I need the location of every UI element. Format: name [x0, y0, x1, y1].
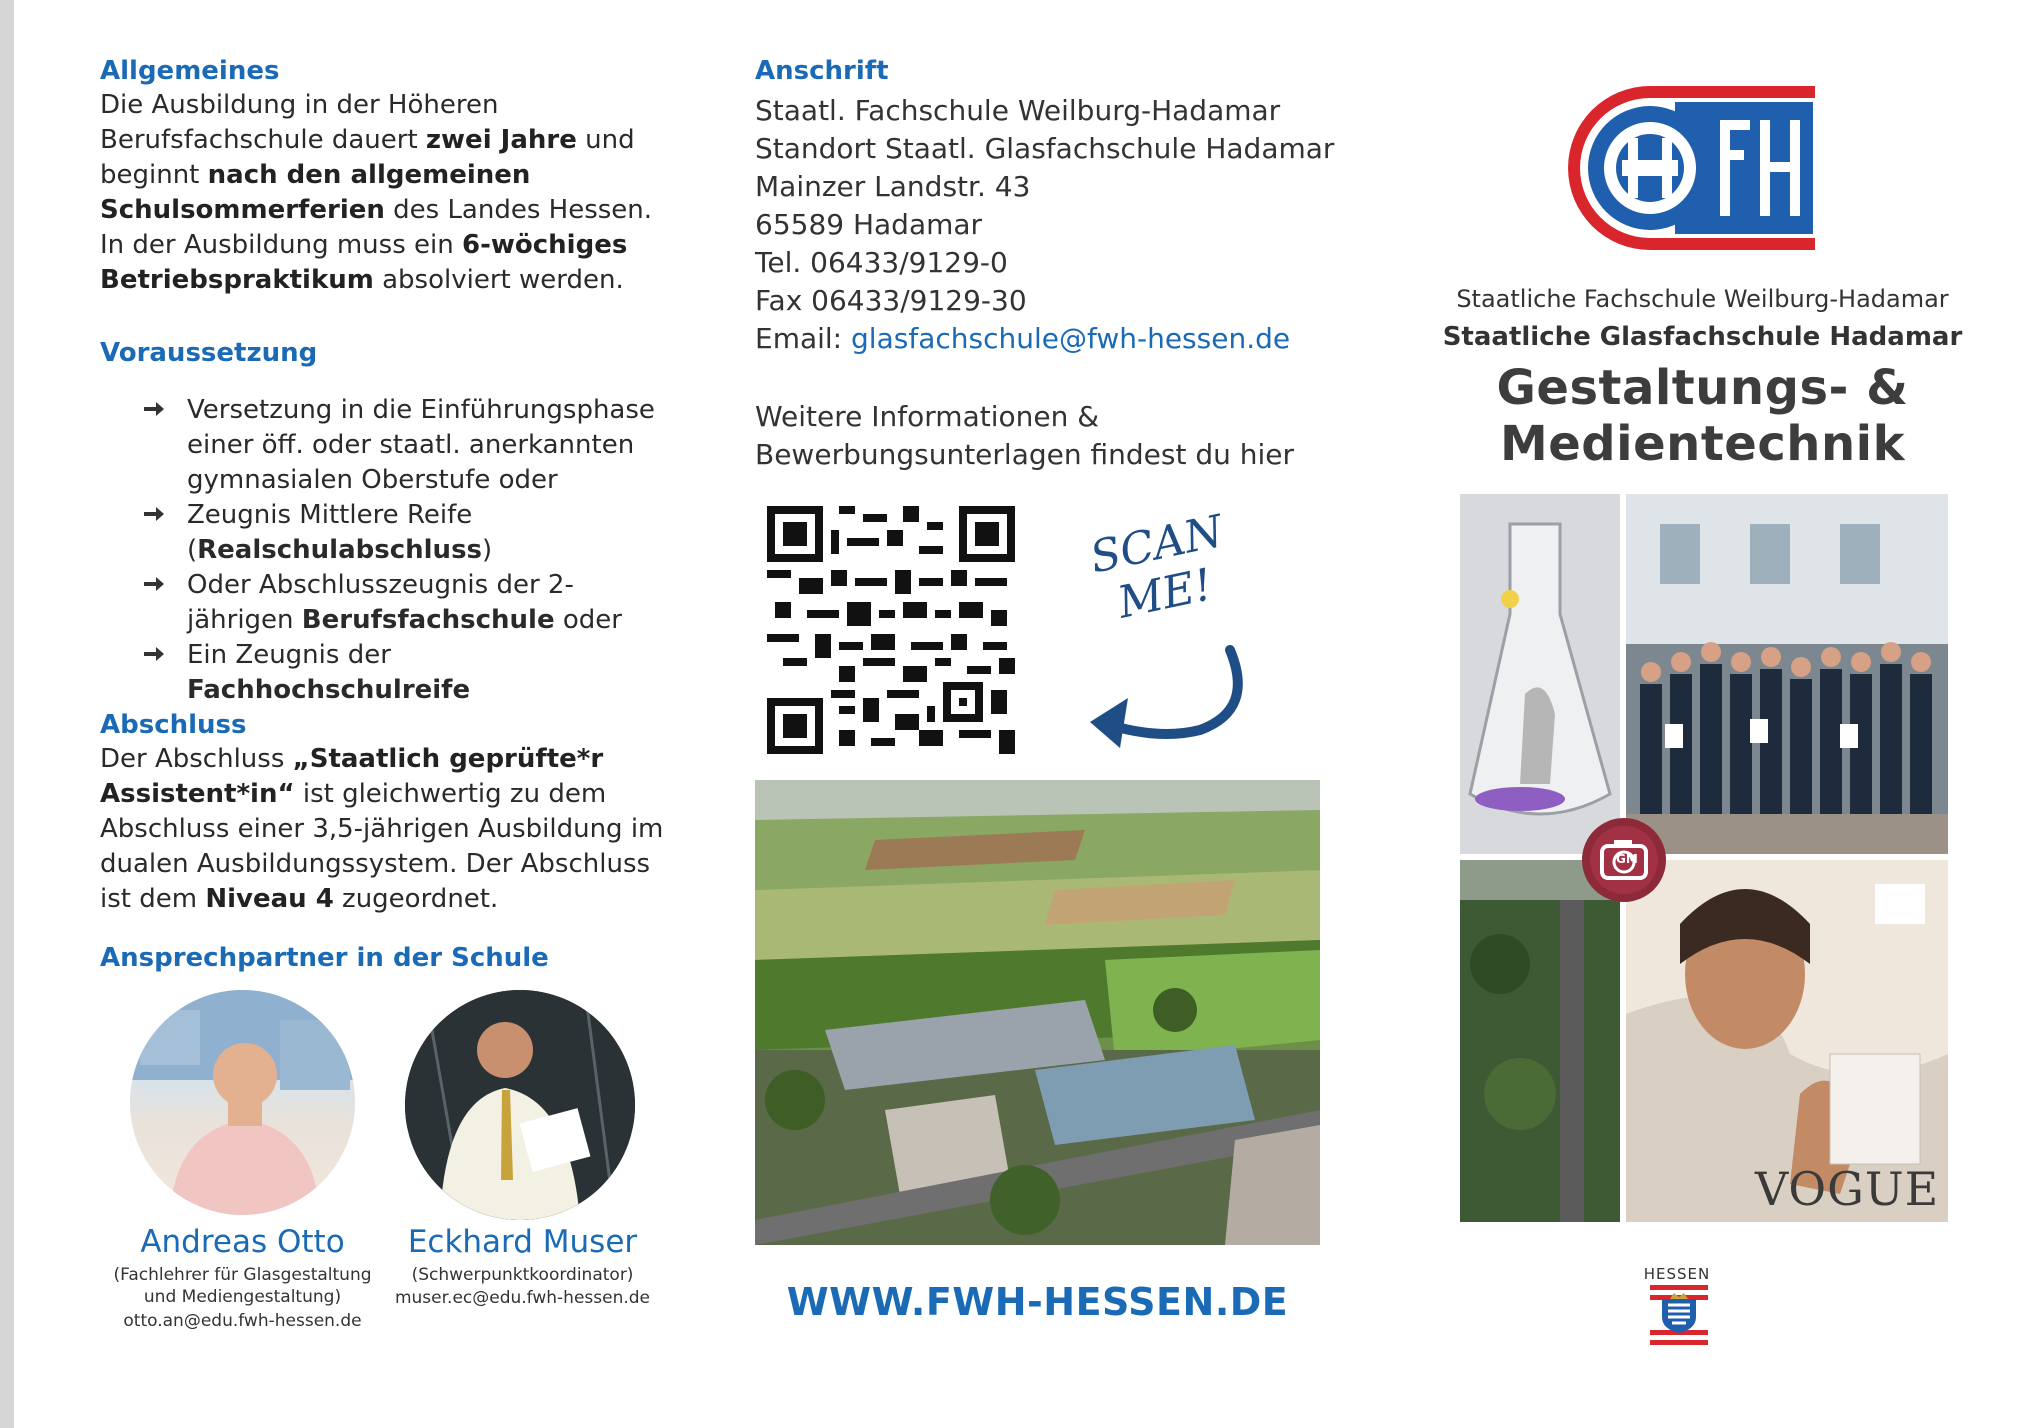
- list-item: Oder Abschlusszeugnis der 2-jährigen Berufsfachschule oder: [142, 568, 662, 638]
- section-general: [100, 56, 660, 298]
- contact-role: (Schwerpunktkoordinator): [411, 1265, 634, 1285]
- contact-email[interactable]: muser.ec@edu.fwh-hessen.de: [394, 1288, 651, 1308]
- contact-name: Andreas Otto: [140, 1224, 345, 1260]
- magazine-label: VOGUE: [1755, 1162, 1940, 1216]
- camera-badge-label: GM: [1616, 852, 1638, 866]
- arrow-right-icon: [142, 572, 166, 596]
- address-line: Mainzer Landstr. 43: [755, 170, 1031, 203]
- heading-degree: Abschluss: [100, 710, 247, 740]
- school-name-2: Staatliche Glasfachschule Hadamar: [1442, 322, 1963, 352]
- school-name-1: Staatliche Fachschule Weilburg-Hadamar: [1456, 285, 1949, 313]
- heading-address: Anschrift: [755, 56, 889, 86]
- info-text: Weitere Informationen & Bewerbungsunterlagen findest du hier: [755, 400, 1295, 471]
- list-item: Versetzung in die Einführungsphase einer öff. oder staatl. anerkannten gymnasialen Oberstufe oder: [142, 393, 662, 498]
- collage-images-icon: [1460, 494, 1948, 1222]
- address-line: Tel. 06433/9129-0: [755, 246, 1008, 279]
- hessen-coat-of-arms-icon: [1650, 1285, 1708, 1345]
- email-link[interactable]: glasfachschule@fwh-hessen.de: [851, 322, 1291, 355]
- email-line: Email: glasfachschule@fwh-hessen.de: [755, 322, 1291, 355]
- list-item: Zeugnis Mittlere Reife (Realschulabschluss): [142, 498, 662, 568]
- column-address: [755, 0, 1345, 1428]
- arrow-right-icon: [142, 502, 166, 526]
- curved-arrow-icon: [1080, 640, 1260, 765]
- qr-code-icon[interactable]: [767, 506, 1015, 754]
- heading-general: Allgemeines: [100, 56, 280, 86]
- brochure-title-line-2: Medientechnik: [1499, 416, 1906, 472]
- general-text-1: Die Ausbildung in der Höheren Berufsfachschule dauert zwei Jahre und beginnt nach den allgemeinen Schulsommerferien des Landes Hessen.: [100, 90, 653, 225]
- scan-me-label: SCAN ME!: [1085, 505, 1228, 629]
- section-degree: [100, 710, 675, 917]
- list-item: Ein Zeugnis der Fachhochschulreife: [142, 638, 662, 708]
- contact-email[interactable]: otto.an@edu.fwh-hessen.de: [123, 1311, 362, 1331]
- arrow-right-icon: [142, 397, 166, 421]
- person-photo-icon: [130, 990, 355, 1215]
- heading-contacts: Ansprechpartner in der Schule: [100, 943, 549, 973]
- general-text-2: In der Ausbildung muss ein 6-wöchiges Betriebspraktikum absolviert werden.: [100, 230, 628, 295]
- website-url[interactable]: WWW.FWH-HESSEN.DE: [786, 1280, 1289, 1324]
- heading-requirements: Voraussetzung: [100, 338, 318, 368]
- column-cover: [1430, 0, 1990, 1428]
- photo-collage: [1460, 494, 1948, 1222]
- aerial-photo: [755, 780, 1320, 1245]
- degree-text: Der Abschluss „Staatlich geprüfte*r Assistent*in“ ist gleichwertig zu dem Abschluss einer 3,5-jährigen Ausbildung im dualen Ausbildungssystem. Der Abschluss ist dem Niveau 4 zugeordnet.: [100, 744, 664, 914]
- contact-role: (Fachlehrer für Glasgestaltung und Mediengestaltung): [113, 1265, 372, 1307]
- hessen-label: HESSEN: [1643, 1265, 1711, 1283]
- address-line: Staatl. Fachschule Weilburg-Hadamar: [755, 94, 1281, 127]
- contact-name: Eckhard Muser: [407, 1224, 638, 1260]
- brochure-title-line-1: Gestaltungs- &: [1496, 360, 1909, 416]
- requirements-list: [142, 393, 662, 708]
- school-logo-icon: [1560, 80, 1820, 255]
- address-line: Fax 06433/9129-30: [755, 284, 1027, 317]
- aerial-landscape-icon: [755, 780, 1320, 1245]
- address-block: [755, 92, 1345, 358]
- address-line: Standort Staatl. Glasfachschule Hadamar: [755, 132, 1335, 165]
- page-edge-bar: [0, 0, 14, 1428]
- arrow-right-icon: [142, 642, 166, 666]
- person-photo-icon: [405, 990, 635, 1220]
- avatar-andreas-otto: [130, 990, 355, 1215]
- avatar-eckhard-muser: [405, 990, 635, 1220]
- address-line: 65589 Hadamar: [755, 208, 983, 241]
- column-info: [100, 0, 700, 1428]
